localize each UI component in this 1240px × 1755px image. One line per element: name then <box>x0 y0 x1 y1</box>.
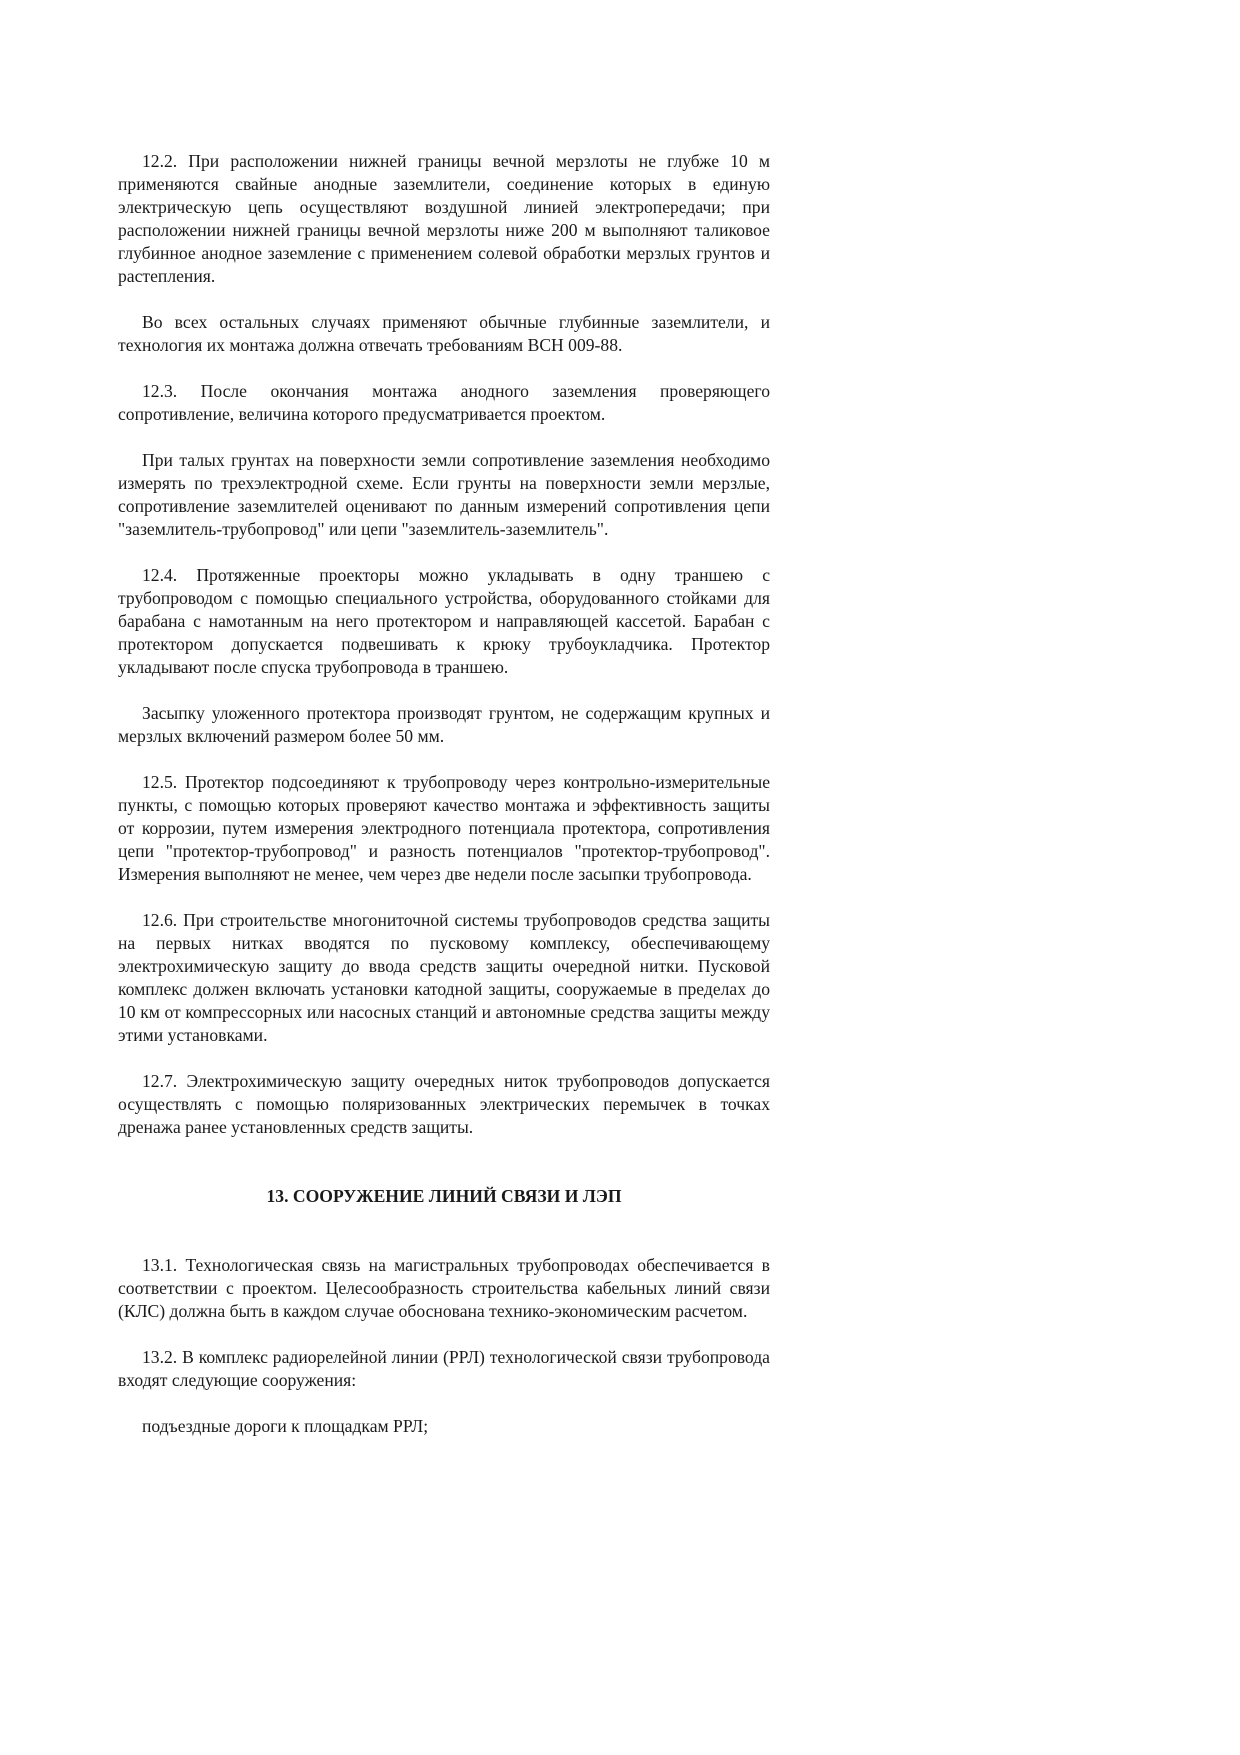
paragraph-12-3-thawed-soils: При талых грунтах на поверхности земли сопротивление заземления необходимо измерять по трехэлектродной схеме. Если грунты на поверхности земли мерзлые, сопротивление заземлителей оценивают по данным измерений сопротивления цепи "заземлитель-трубопровод" или цепи "заземлитель-заземлитель". <box>118 450 770 539</box>
paragraph-12-4-backfill: Засыпку уложенного протектора производят грунтом, не содержащим крупных и мерзлых включений размером более 50 мм. <box>118 703 770 746</box>
document-page <box>118 150 770 1461</box>
list-item-access-roads: подъездные дороги к площадкам РРЛ; <box>142 1416 429 1436</box>
paragraph-12-5: 12.5. Протектор подсоединяют к трубопроводу через контрольно-измерительные пункты, с помощью которых проверяют качество монтажа и эффективность защиты от коррозии, путем измерения электродного потенциала протектора, сопротивления цепи "протектор-трубопровод" и разность потенциалов "протектор-трубопровод". Измерения выполняют не менее, чем через две недели после засыпки трубопровода. <box>118 772 770 884</box>
paragraph-12-3: 12.3. После окончания монтажа анодного заземления проверяющего сопротивление, величина которого предусматривается проектом. <box>118 381 770 424</box>
section-heading-13: 13. СООРУЖЕНИЕ ЛИНИЙ СВЯЗИ И ЛЭП <box>266 1186 622 1206</box>
paragraph-12-2-other-cases: Во всех остальных случаях применяют обычные глубинные заземлители, и технология их монтажа должна отвечать требованиям ВСН 009-88. <box>118 312 770 355</box>
paragraph-13-2: 13.2. В комплекс радиорелейной линии (РРЛ) технологической связи трубопровода входят следующие сооружения: <box>118 1347 770 1390</box>
paragraph-13-1: 13.1. Технологическая связь на магистральных трубопроводах обеспечивается в соответствии с проектом. Целесообразность строительства кабельных линий связи (КЛС) должна быть в каждом случае обоснована технико-экономическим расчетом. <box>118 1255 770 1321</box>
paragraph-12-7: 12.7. Электрохимическую защиту очередных ниток трубопроводов допускается осуществлять с помощью поляризованных электрических перемычек в точках дренажа ранее установленных средств защиты. <box>118 1071 770 1137</box>
paragraph-12-2: 12.2. При расположении нижней границы вечной мерзлоты не глубже 10 м применяются свайные анодные заземлители, соединение которых в единую электрическую цепь осуществляют воздушной линией электропередачи; при расположении нижней границы вечной мерзлоты ниже 200 м выполняют таликовое глубинное анодное заземление с применением солевой обработки мерзлых грунтов и растепления. <box>118 151 770 286</box>
paragraph-12-6: 12.6. При строительстве многониточной системы трубопроводов средства защиты на первых нитках вводятся по пусковому комплексу, обеспечивающему электрохимическую защиту до ввода средств защиты очередной нитки. Пусковой комплекс должен включать установки катодной защиты, сооружаемые в пределах до 10 км от компрессорных или насосных станций и автономные средства защиты между этими установками. <box>118 910 770 1045</box>
paragraph-12-4: 12.4. Протяженные проекторы можно укладывать в одну траншею с трубопроводом с помощью специального устройства, оборудованного стойками для барабана с намотанным на него протектором и направляющей кассетой. Барабан с протектором допускается подвешивать к крюку трубоукладчика. Протектор укладывают после спуска трубопровода в траншею. <box>118 565 770 677</box>
